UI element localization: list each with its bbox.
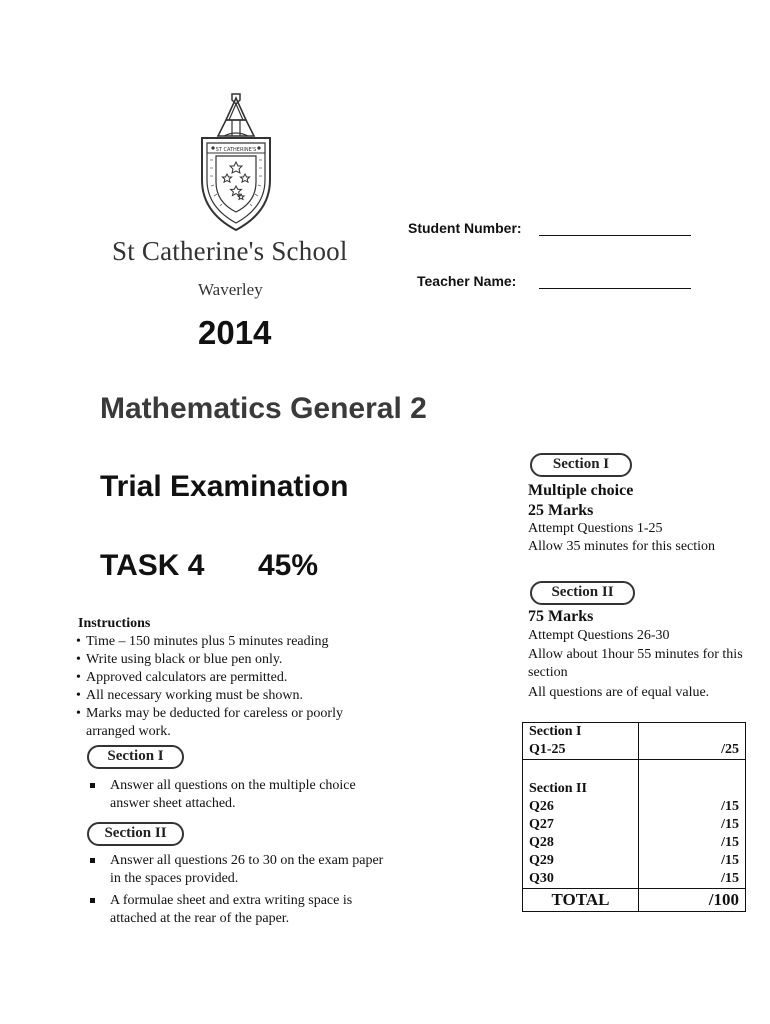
instructions-title: Instructions xyxy=(78,616,151,631)
table-row xyxy=(523,798,746,816)
table-row xyxy=(523,741,746,760)
marks-value: /15 xyxy=(639,816,746,834)
teacher-name-field[interactable] xyxy=(539,288,691,289)
question-label: Q1-25 xyxy=(523,741,639,760)
table-row xyxy=(523,723,746,742)
instruction-item: • Marks may be deducted for careless or poorly arranged work. xyxy=(76,705,376,741)
school-name: St Catherine's School xyxy=(112,236,348,266)
marks-table xyxy=(522,722,746,912)
marks-value: /15 xyxy=(639,798,746,816)
table-cell xyxy=(639,760,746,781)
section-1-header-badge: Section I xyxy=(530,453,632,477)
section-2-marks: 75 Marks xyxy=(528,608,594,625)
student-number-label: Student Number: xyxy=(408,220,522,236)
section-2-allow: Allow about 1hour 55 minutes for this section xyxy=(528,647,743,680)
table-row xyxy=(523,870,746,889)
exam-title: Trial Examination xyxy=(100,470,349,503)
table-cell xyxy=(639,780,746,798)
list-item: Answer all questions on the multiple choice answer sheet attached. xyxy=(88,777,388,813)
total-value: /100 xyxy=(639,889,746,912)
section-1-header: Section I xyxy=(523,723,639,742)
question-label: Q27 xyxy=(523,816,639,834)
school-crest-icon xyxy=(196,90,276,235)
marks-value: /15 xyxy=(639,852,746,870)
section-2-attempt: Attempt Questions 26-30 xyxy=(528,628,670,643)
table-row xyxy=(523,889,746,912)
list-item: Answer all questions 26 to 30 on the exam paper in the spaces provided. xyxy=(88,852,388,888)
table-cell xyxy=(523,760,639,781)
section-1-allow: Allow 35 minutes for this section xyxy=(528,539,716,554)
marks-value: /15 xyxy=(639,870,746,889)
question-label: Q29 xyxy=(523,852,639,870)
section-1-instructions xyxy=(88,777,388,817)
instruction-item: • Time – 150 minutes plus 5 minutes reading xyxy=(76,633,376,651)
list-item: A formulae sheet and extra writing space is attached at the rear of the paper. xyxy=(88,892,388,928)
section-2-equal-value: All questions are of equal value. xyxy=(528,685,710,700)
section-2-header-badge: Section II xyxy=(530,581,635,605)
table-row xyxy=(523,780,746,798)
instruction-item: • All necessary working must be shown. xyxy=(76,687,376,705)
section-2-badge: Section II xyxy=(87,822,184,846)
instruction-item: • Approved calculators are permitted. xyxy=(76,669,376,687)
total-label: TOTAL xyxy=(523,889,639,912)
teacher-name-label: Teacher Name: xyxy=(417,273,517,289)
table-cell xyxy=(639,723,746,742)
table-row xyxy=(523,852,746,870)
crest-text: ST CATHERINE'S xyxy=(215,147,257,153)
section-2-header: Section II xyxy=(523,780,639,798)
question-label: Q28 xyxy=(523,834,639,852)
instruction-item: • Write using black or blue pen only. xyxy=(76,651,376,669)
marks-value: /15 xyxy=(639,834,746,852)
table-row xyxy=(523,816,746,834)
marks-value: /25 xyxy=(639,741,746,760)
exam-year: 2014 xyxy=(198,314,272,351)
exam-weight: 45% xyxy=(258,549,319,582)
question-label: Q26 xyxy=(523,798,639,816)
exam-subject: Mathematics General 2 xyxy=(100,392,427,425)
instructions-list xyxy=(76,633,376,741)
exam-task: TASK 4 xyxy=(100,549,205,582)
question-label: Q30 xyxy=(523,870,639,889)
school-suburb: Waverley xyxy=(198,280,263,299)
section-1-attempt: Attempt Questions 1-25 xyxy=(528,521,663,536)
section-2-instructions xyxy=(88,852,388,932)
table-row xyxy=(523,760,746,781)
student-number-field[interactable] xyxy=(539,235,691,236)
section-1-badge: Section I xyxy=(87,745,184,769)
section-1-marks: 25 Marks xyxy=(528,502,594,519)
section-1-type: Multiple choice xyxy=(528,482,634,499)
table-row xyxy=(523,834,746,852)
